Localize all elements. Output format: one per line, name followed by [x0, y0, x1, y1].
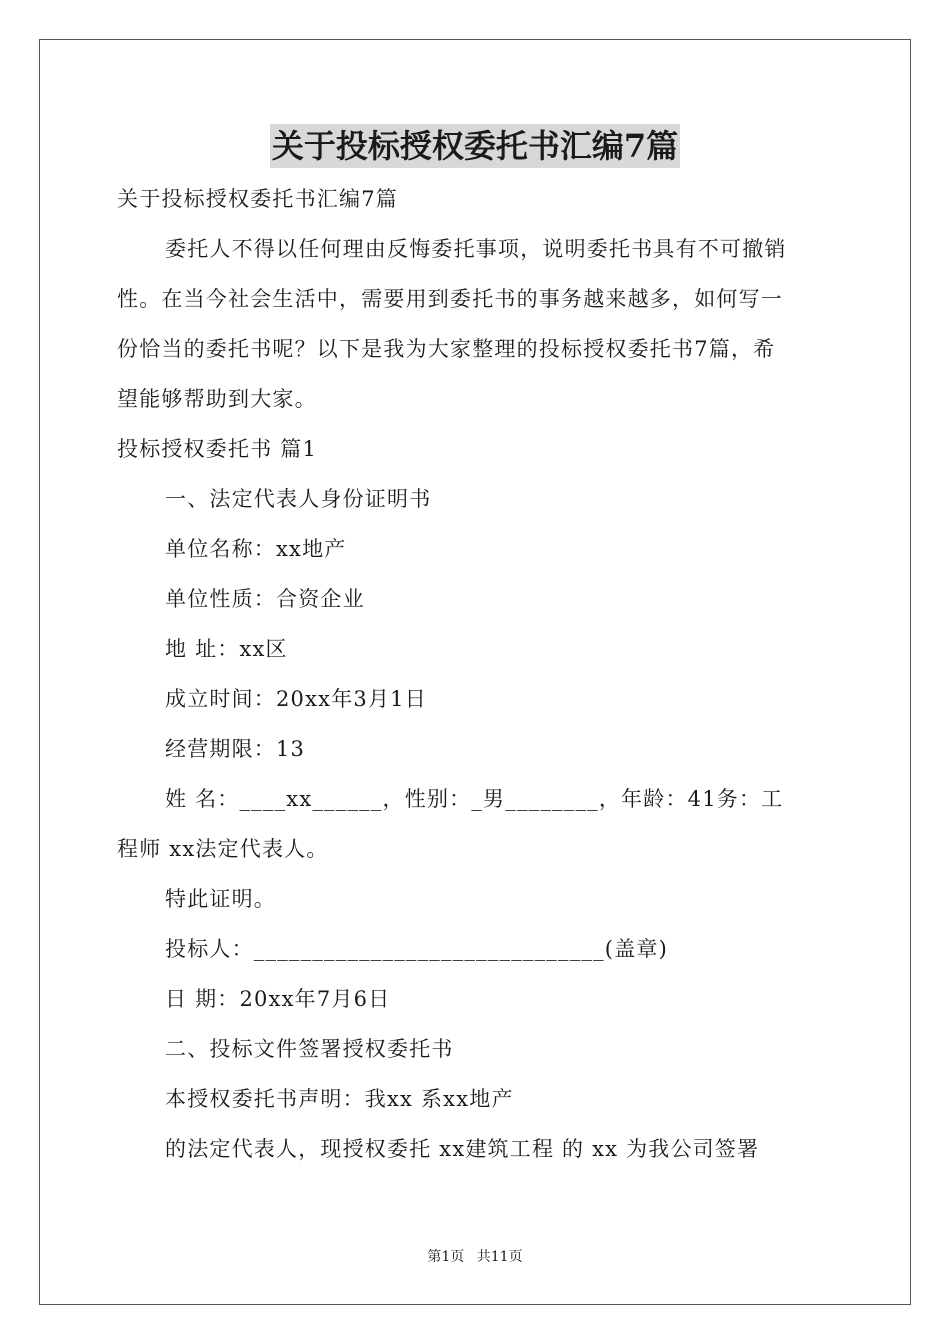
subtitle-line: 关于投标授权委托书汇编7篇: [117, 187, 398, 211]
page-border: [39, 39, 911, 1305]
paragraph-line: 的法定代表人，现授权委托 xx建筑工程 的 xx 为我公司签署: [165, 1137, 760, 1161]
page-number: 第1页: [427, 1249, 465, 1265]
paragraph-line: 性。在当今社会生活中，需要用到委托书的事务越来越多，如何写一: [117, 287, 783, 311]
paragraph-line: 经营期限：13: [165, 737, 306, 761]
paragraph-line: 本授权委托书声明：我xx 系xx地产: [165, 1087, 514, 1111]
paragraph-line: 地 址：xx区: [165, 637, 288, 661]
paragraph-line: 特此证明。: [165, 887, 276, 911]
paragraph-line: 日 期：20xx年7月6日: [165, 987, 391, 1011]
paragraph-line: 姓 名：____xx______，性别：_男________，年龄：41务：工: [165, 787, 784, 811]
title-wrap: [0, 124, 950, 168]
paragraph-line: 程师 xx法定代表人。: [117, 837, 329, 861]
paragraph-line: 单位名称：xx地产: [165, 537, 347, 561]
paragraph-line: 一、法定代表人身份证明书: [165, 487, 432, 511]
paragraph-line: 单位性质：合资企业: [165, 587, 365, 611]
paragraph-line: 投标人：______________________________(盖章): [165, 937, 668, 961]
paragraph-line: 份恰当的委托书呢？以下是我为大家整理的投标授权委托书7篇，希: [117, 337, 776, 361]
page-footer: [0, 1248, 950, 1266]
page-total: 共11页: [476, 1249, 523, 1265]
section-heading: 投标授权委托书 篇1: [117, 437, 318, 461]
paragraph-line: 成立时间：20xx年3月1日: [165, 687, 427, 711]
paragraph-line: 二、投标文件签署授权委托书: [165, 1037, 454, 1061]
paragraph-line: 委托人不得以任何理由反悔委托事项，说明委托书具有不可撤销: [165, 237, 787, 261]
paragraph-line: 望能够帮助到大家。: [117, 387, 317, 411]
document-title: 关于投标授权委托书汇编7篇: [270, 124, 680, 168]
